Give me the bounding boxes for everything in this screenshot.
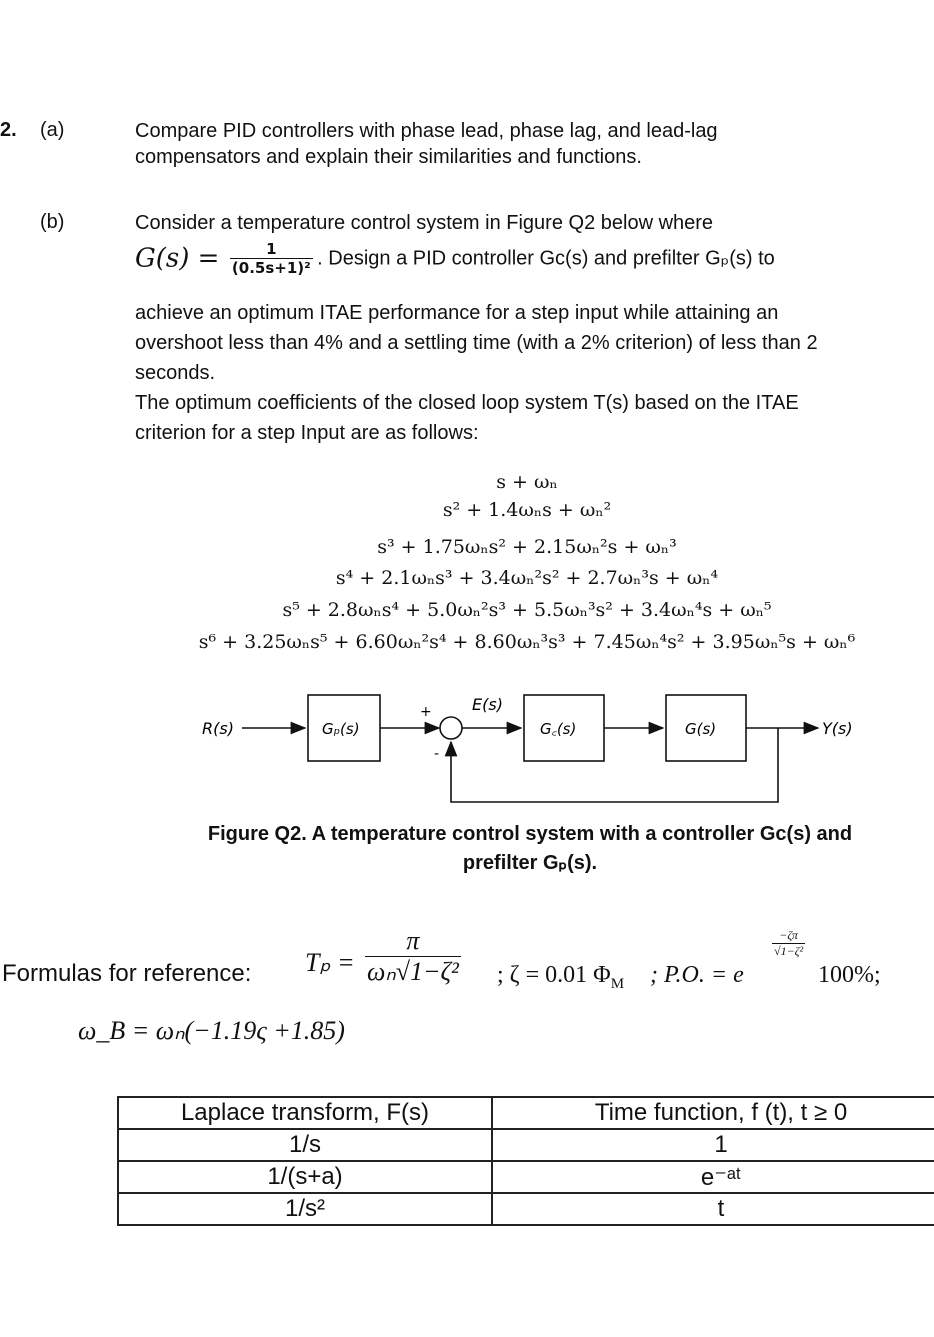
input-label: R(s) xyxy=(202,719,234,738)
part-a-line: Compare PID controllers with phase lead, phase lag, and lead-lag xyxy=(135,120,718,142)
part-b-intro: Consider a temperature control system in Figure Q2 below where xyxy=(135,212,714,234)
output-label: Y(s) xyxy=(822,719,853,738)
caption-line-2: prefilter Gₚ(s). xyxy=(462,852,598,874)
zeta-text: ; ζ = 0.01 Φ xyxy=(497,962,611,988)
table-header-row xyxy=(118,1097,934,1129)
plant-lhs: G(s) = xyxy=(135,243,220,274)
table-header: Laplace transform, F(s) xyxy=(118,1097,492,1129)
plant-transfer-function xyxy=(135,240,775,298)
minus-sign: - xyxy=(434,746,440,762)
part-b-line: criterion for a step Input are as follows: xyxy=(135,422,479,444)
part-b-line: seconds. xyxy=(135,362,216,384)
block-diagram xyxy=(0,680,934,810)
formulas-row xyxy=(0,920,934,1000)
itae-poly-6: s⁶ + 3.25ωₙs⁵ + 6.60ωₙ²s⁴ + 8.60ωₙ³s³ + 7.45ωₙ⁴s² + 3.95ωₙ⁵s + ωₙ⁶ xyxy=(198,631,856,653)
part-a-line: compensators and explain their similarities and functions. xyxy=(135,146,642,168)
caption-line-1: Figure Q2. A temperature control system with a controller Gᴄ(s) and xyxy=(207,823,853,845)
table-cell: 1/s² xyxy=(118,1193,492,1225)
itae-poly-3: s³ + 1.75ωₙs² + 2.15ωₙ²s + ωₙ³ xyxy=(377,536,677,558)
summing-junction xyxy=(440,717,462,739)
tp-fraction xyxy=(365,926,461,987)
design-text: . Design a PID controller Gᴄ(s) and prefilter Gₚ(s) to xyxy=(317,247,775,270)
zeta-subscript: M xyxy=(610,975,625,992)
po-exponent-den: √1−ζ² xyxy=(774,944,804,958)
part-a-label: (a) xyxy=(40,119,65,141)
table-row xyxy=(118,1161,934,1193)
plus-sign: + xyxy=(420,704,432,720)
table-header: Time function, f (t), t ≥ 0 xyxy=(492,1097,934,1129)
part-b-label: (b) xyxy=(40,211,65,233)
plant-label: G(s) xyxy=(685,720,717,738)
table-row xyxy=(118,1129,934,1161)
table-cell: 1 xyxy=(492,1129,934,1161)
po-tail: 100%; xyxy=(818,962,881,988)
table-cell: 1/s xyxy=(118,1129,492,1161)
part-b-line: The optimum coefficients of the closed loop system T(s) based on the ITAE xyxy=(135,392,799,414)
tp-denominator: ωₙ√1−ζ² xyxy=(367,957,459,986)
laplace-table xyxy=(117,1096,934,1226)
table-cell: 1/(s+a) xyxy=(118,1161,492,1193)
po-formula: ; P.O. = e xyxy=(650,962,744,988)
question-number: 2. xyxy=(0,119,17,141)
part-b-body xyxy=(135,298,818,448)
part-a-text xyxy=(135,118,718,170)
plant-denominator: (0.5s+1)² xyxy=(231,259,311,277)
table-cell: e⁻ᵃᵗ xyxy=(492,1161,934,1193)
itae-poly-4: s⁴ + 2.1ωₙs³ + 3.4ωₙ²s² + 2.7ωₙ³s + ωₙ⁴ xyxy=(335,567,719,589)
itae-poly-2: s² + 1.4ωₙs + ωₙ² xyxy=(442,499,612,521)
error-label: E(s) xyxy=(472,695,503,714)
formulas-label: Formulas for reference: xyxy=(2,960,252,987)
plant-fraction xyxy=(230,240,313,277)
po-exponent-num: −ζπ xyxy=(772,928,805,944)
part-b-line: achieve an optimum ITAE performance for a step input while attaining an xyxy=(135,302,779,324)
table-row xyxy=(118,1193,934,1225)
tp-lhs: Tₚ = xyxy=(305,948,355,977)
figure-caption xyxy=(130,820,930,878)
itae-poly-5: s⁵ + 2.8ωₙs⁴ + 5.0ωₙ²s³ + 5.5ωₙ³s² + 3.4ωₙ⁴s + ωₙ⁵ xyxy=(282,599,772,621)
bandwidth-formula: ω_B = ωₙ(−1.19ς +1.85) xyxy=(78,1016,345,1045)
zeta-formula xyxy=(497,962,624,993)
table-cell: t xyxy=(492,1193,934,1225)
tp-numerator: π xyxy=(365,926,461,957)
po-exponent xyxy=(772,928,805,959)
plant-numerator: 1 xyxy=(230,240,313,259)
itae-poly-1: s + ωₙ xyxy=(496,471,558,493)
prefilter-label: Gₚ(s) xyxy=(322,720,360,738)
controller-label: G꜀(s) xyxy=(540,720,577,738)
part-b-line: overshoot less than 4% and a settling time (with a 2% criterion) of less than 2 xyxy=(135,332,818,354)
